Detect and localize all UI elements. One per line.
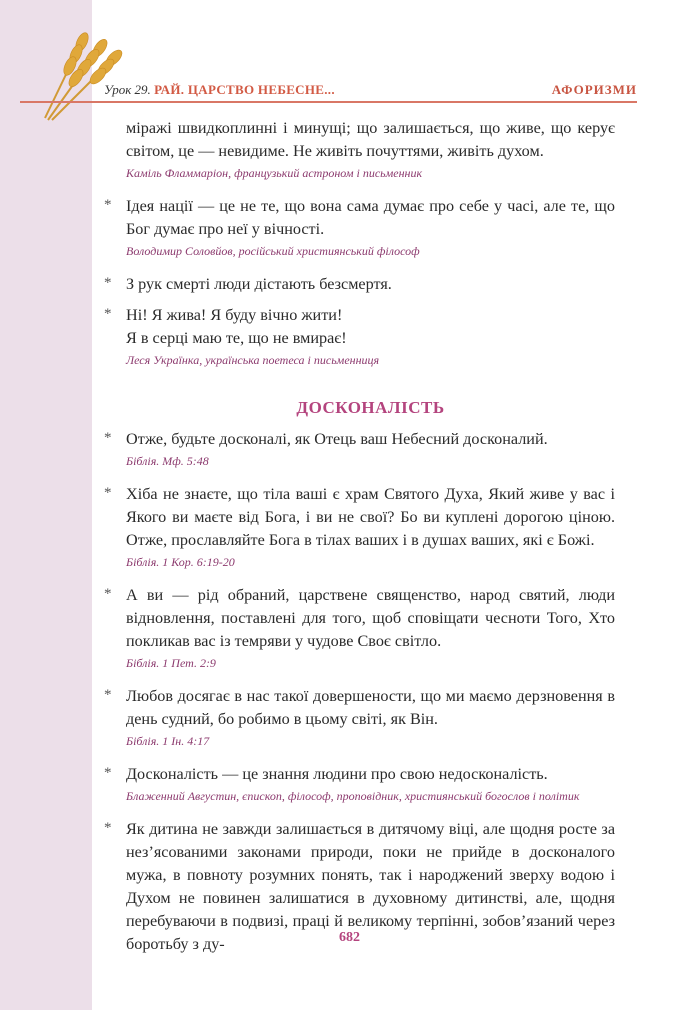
aphorism-text: Ідея нації — це не те, що вона сама думає про себе у часі, але те, що Бог думає про неї у вічності.	[126, 197, 615, 238]
aphorism-text: міражі швидкоплинні і минущі; що залишається, що живе, що керує світом, це — невидиме. Не живіть почуттями, живіть духом.	[126, 119, 615, 160]
page-content	[104, 117, 615, 956]
aphorism-source: Біблія. 1 Ін. 4:17	[126, 734, 210, 748]
aphorism-source: Володимир Соловйов, російський християнський філософ	[126, 244, 420, 258]
aphorism-entry	[104, 763, 615, 804]
aphorism-source: Каміль Фламмаріон, французький астроном і письменник	[126, 166, 423, 180]
section-heading: ДОСКОНАЛІСТЬ	[296, 398, 445, 417]
aphorism-text: Як дитина не завжди залишається в дитячому віці, але щодня росте за нез’ясованими законами природи, поки не прийде в досконалого мужа, в повноту розумних понять, так і народжений зверху водою і Духом не повинен залишатися в духовному дитинстві, але, щодня перебуваючи в подвизі, праці й великому терпінні, зобов’язаний через боротьбу з ду-	[126, 820, 615, 953]
aphorism-text: Хіба не знаєте, що тіла ваші є храм Святого Духа, Який живе у вас і Якого ви маєте від Бога, і ви не свої? Бо ви куплені дорогою ціною. Отже, прославляйте Бога в тілах ваших і в душах ваших, які є Божі.	[126, 485, 615, 549]
header-divider	[20, 101, 637, 103]
aphorism-source: Леся Українка, українська поетеса і письменниця	[126, 353, 380, 367]
lesson-title: РАЙ. ЦАРСТВО НЕБЕСНЕ...	[154, 82, 335, 97]
section-title: АФОРИЗМИ	[551, 82, 637, 97]
aphorism-entry	[104, 428, 615, 469]
bullet-icon: *	[104, 485, 112, 501]
wheat-icon	[30, 20, 140, 130]
aphorism-text: Отже, будьте досконалі, як Отець ваш Небесний досконалий.	[126, 430, 548, 448]
bullet-icon: *	[104, 765, 112, 781]
aphorism-entry	[104, 584, 615, 671]
bullet-icon: *	[104, 820, 112, 836]
aphorism-entry	[104, 304, 615, 368]
aphorism-entry	[104, 685, 615, 749]
aphorism-entry	[104, 195, 615, 259]
aphorism-source: Біблія. Мф. 5:48	[126, 454, 209, 468]
lesson-label: Урок 29.	[104, 82, 151, 97]
bullet-icon: *	[104, 687, 112, 703]
bullet-icon: *	[104, 430, 112, 446]
aphorism-text: А ви — рід обраний, царствене священство, народ святий, люди відновлення, поставлені для того, щоб сповіщати чесноти Того, Хто покликав вас із темряви у чудове Своє світло.	[126, 586, 615, 650]
aphorism-entry	[104, 483, 615, 570]
aphorism-source: Блаженний Августин, єпископ, філософ, проповідник, християнський богослов і політик	[126, 789, 580, 803]
poem-line: Ні! Я жива! Я буду вічно жити!	[126, 306, 343, 324]
bullet-icon: *	[104, 586, 112, 602]
poem-line: Я в серці маю те, що не вмирає!	[126, 329, 347, 347]
bullet-icon: *	[104, 306, 112, 322]
aphorism-text: З рук смерті люди дістають безсмертя.	[126, 275, 392, 293]
aphorism-text: Досконалість — це знання людини про свою недосконалість.	[126, 765, 548, 783]
aphorism-entry	[104, 273, 615, 296]
bullet-icon: *	[104, 275, 112, 291]
aphorism-entry	[104, 117, 615, 181]
aphorism-text: Любов досягає в нас такої довершености, що ми маємо дерзновення в день судний, бо робимо в цьому світі, як Він.	[126, 687, 615, 728]
page-header	[104, 82, 637, 100]
aphorism-source: Біблія. 1 Пет. 2:9	[126, 656, 216, 670]
page-number: 682	[339, 930, 360, 945]
bullet-icon: *	[104, 197, 112, 213]
page-sidebar	[0, 0, 92, 1010]
aphorism-source: Біблія. 1 Кор. 6:19-20	[126, 555, 235, 569]
